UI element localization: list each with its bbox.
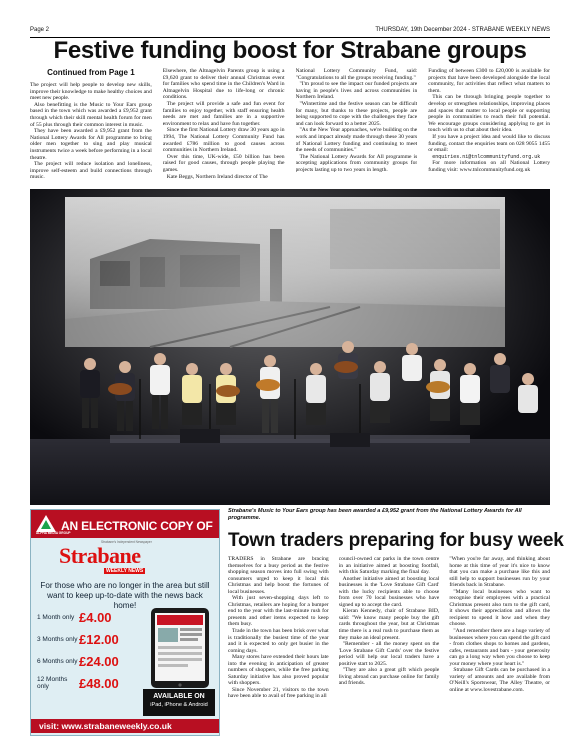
story-paragraph: Strabane Gift Cards can be purchased in a variety of amounts and are available from O'Neill's Sportswear, The Alley Theatre, or online at www.lovestrabane.com. (449, 667, 551, 693)
price-period: 12 Months only (37, 676, 68, 690)
dateline: THURSDAY, 19th December 2024 - STRABANE WEEKLY NEWS (375, 27, 550, 33)
price-period: 3 Months only (37, 635, 78, 643)
story-paragraph: Trade in the town has been brisk over what is traditionally the busiest time of the year and it is expected to only get busier in the coming days. (228, 628, 329, 654)
lead-story-column-1 (30, 68, 152, 184)
story-paragraph: "Remember - all the money spent on the 'Love Strabane Gift Cards' over the festive period will help our local traders have a positive start to 2025. (338, 641, 440, 667)
price-row (37, 606, 147, 628)
stage-photo (30, 189, 550, 505)
price-amount: £4.00 (79, 609, 112, 625)
available-title: AVAILABLE ON (153, 693, 205, 700)
advert-pitch: For those who are no longer in the area but still want to keep up-to-date with the news back home! (40, 581, 210, 610)
story-paragraph: Since November 21, visitors to the town have been able to avail of free parking in all (228, 686, 329, 700)
second-story-column-1 (228, 556, 329, 734)
story-paragraph: Many stores have extended their hours late into the evening in anticipation of greater numbers of shoppers, while the free parking Saturday initiative has also proved popular with shoppers. (228, 654, 329, 687)
photo-caption: Strabane's Music to Your Ears group has been awarded a £9,952 grant from the National Lottery Awards for All programme. (228, 508, 522, 521)
price-row (37, 628, 147, 650)
advert-header (31, 510, 219, 538)
alpha-brand-label: ALPHA MEDIA GROUP (36, 531, 71, 535)
masthead-subtitle: WEEKLY NEWS (106, 568, 144, 574)
story-paragraph: council-owned car parks in the town centre in an initiative aimed at boosting footfall, with this Saturday marking the final day. (338, 556, 440, 576)
lead-paragraph: Since the first National Lottery draw 30 years ago in 1994, The National Lottery Community Fund has awarded £786 million to good causes across communities in Northern Ireland. (162, 127, 285, 154)
advert-title: AN ELECTRONIC COPY OF (61, 519, 213, 533)
lead-story-column-2 (163, 68, 285, 184)
lead-paragraph: The project will provide a safe and fun event for families to enjoy together, with staff ensuring health needs are met and families are in a supportive environment to relax and have fun together. (162, 100, 285, 127)
page-header (30, 25, 550, 35)
enquiries-email: enquiries.ni@tnlcommunityfund.org.uk (432, 153, 541, 160)
lead-paragraph: If you have a project idea and would like to discuss funding, contact the enquiries team on 028 9055 1455 or email: (428, 133, 550, 154)
lead-story-body (30, 68, 550, 184)
lead-paragraph: Elsewhere, the Altnagelvin Parents group is using a £9,620 grant to deliver their annual Christmas event for families who spend time in the Children's Ward in Altnagelvin Hospital due to life-long or chronic conditions. (162, 68, 285, 101)
stage-monitor (180, 429, 220, 443)
stage-monitor (330, 433, 370, 447)
story-paragraph: Kieran Kennedy, chair of Strabane BID, said: "We know many people buy the gift cards throughout the year, but at Christmas time there is a real rush to purchase them as they make an ideal present. (338, 608, 440, 641)
story-paragraph: With just seven-shopping days left to Christmas, retailers are hoping for a bumper end to the year with the last-minute rush for presents and other items expected to keep them busy. (228, 595, 329, 628)
story-paragraph: TRADERS in Strabane are bracing themselves for a busy period as the festive shopping season moves into full swing with consumers urged to keep it local this Christmas and help boost the fortunes of local businesses. (228, 556, 329, 595)
lead-paragraph: "I'm proud to see the impact our funded projects are having in people's lives and across communities in Northern Ireland. (295, 81, 418, 101)
lead-story-column-4 (428, 68, 550, 184)
price-row (37, 650, 147, 672)
tablet-device-icon (149, 606, 211, 690)
lead-paragraph: Funding of between £300 to £20,000 is available for projects that have been developed alongside the local community, for activities that reflect what matters to them. (428, 68, 550, 94)
available-platforms: iPad, iPhone & Android (150, 702, 208, 708)
continued-label: Continued from Page 1 (47, 68, 135, 77)
lead-paragraph: The project will help people to develop new skills, improve their knowledge to make healthy choices and meet new people. (30, 82, 152, 102)
lead-paragraph: Also benefitting is the Music to Your Ears group based in the town which was awarded a £9,952 grant through which their skill mental health forum for men of 55 plus through their common interest in music. (30, 101, 152, 128)
price-period: 1 Month only (37, 613, 75, 621)
newspaper-masthead (59, 543, 169, 577)
price-amount: £12.00 (79, 631, 119, 647)
lead-paragraph: "As the New Year approaches, we're building on the work and impact already made through these 30 years of National Lottery funding and continuing to meet the needs of communities." (295, 127, 418, 154)
lead-paragraph: The National Lottery Awards for All programme is accepting applications from community groups for projects lasting up to two years in length. (295, 153, 418, 173)
story-paragraph: Another initiative aimed at boosting local businesses is the 'Love Strabane Gift Card' with the lucky recipients able to choose from over 70 local businesses who have signed up to accept the card. (338, 575, 440, 608)
story-paragraph: "They are also a great gift which people living abroad can purchase online for family and friends. (338, 667, 440, 687)
lead-paragraph: For more information on all National Lottery funding visit: www.tnlcommunityfund.org.uk (428, 160, 550, 173)
lead-paragraph: "Wintertime and the festive season can be difficult for many, but thanks to these projects, people are being supported to cope with the challenges they face and can look forward to a better 2025. (295, 100, 418, 127)
price-list (37, 606, 147, 694)
story-paragraph: "When you're far away, and thinking about home at this time of year it's nice to know that you can make a purchase like this and still help to support businesses run by your friends back in Strabane. (449, 556, 551, 589)
price-row (37, 672, 147, 694)
available-platforms-badge (143, 689, 215, 716)
second-headline: Town traders preparing for busy week (228, 530, 564, 551)
stage-floor (30, 439, 550, 505)
price-period: 6 Months only (37, 657, 78, 665)
lead-paragraph: The project will reduce isolation and loneliness, improve self-esteem and build connections through music. (30, 161, 152, 181)
lead-headline: Festive funding boost for Strabane groups (53, 37, 527, 64)
masthead-tagline: Strabane's Independent Newspaper (101, 540, 152, 544)
second-story-column-2 (339, 556, 440, 734)
second-story-column-3 (449, 556, 550, 734)
advert-website-link[interactable]: visit: www.strabaneweekly.co.uk (31, 719, 219, 733)
masthead-title: Strabane (59, 543, 141, 568)
stage-photo-illustration (30, 189, 550, 505)
lead-paragraph: National Lottery Community Fund, said: "Congratulations to all the groups receiving funding." (295, 68, 418, 81)
lead-paragraph: Over this time, UK-wide, £50 billion has been raised for good causes, through people playing the games. (162, 153, 285, 173)
page-number: Page 2 (30, 27, 50, 33)
story-paragraph: "And remember there are a huge variety of businesses where you can spend the gift card - from clothes shops to homes and gardens, cafes, restaurants and bars - your generosity can go a long way when you choose to keep your money where your heart is." (449, 628, 551, 667)
lead-paragraph: This can be through bringing people together to develop or strengthen relationships, improving places and spaces that matter to local people or supporting people in communities to reach their full potential. We encourage groups considering applying to get in touch with us to chat about their idea. (428, 94, 550, 134)
story-paragraph: "Many local businesses who want to recognise their employees with a practical Christmas present also turn to the gift card, it shows their appreciation and allows the recipient to spend it how and when they choose. (449, 588, 551, 628)
second-story-body (228, 556, 550, 734)
subscription-advert (30, 509, 220, 736)
lead-paragraph: Kate Beggs, Northern Ireland director of The (166, 173, 268, 180)
price-amount: £48.00 (79, 675, 119, 691)
lead-paragraph: They have been awarded a £9,952 grant from the National Lottery Awards for All programme to bring older men together to sing and play musical instruments twice a week before performing in a local theatre. (30, 128, 152, 161)
lead-story-column-3 (296, 68, 418, 184)
price-amount: £24.00 (79, 653, 119, 669)
